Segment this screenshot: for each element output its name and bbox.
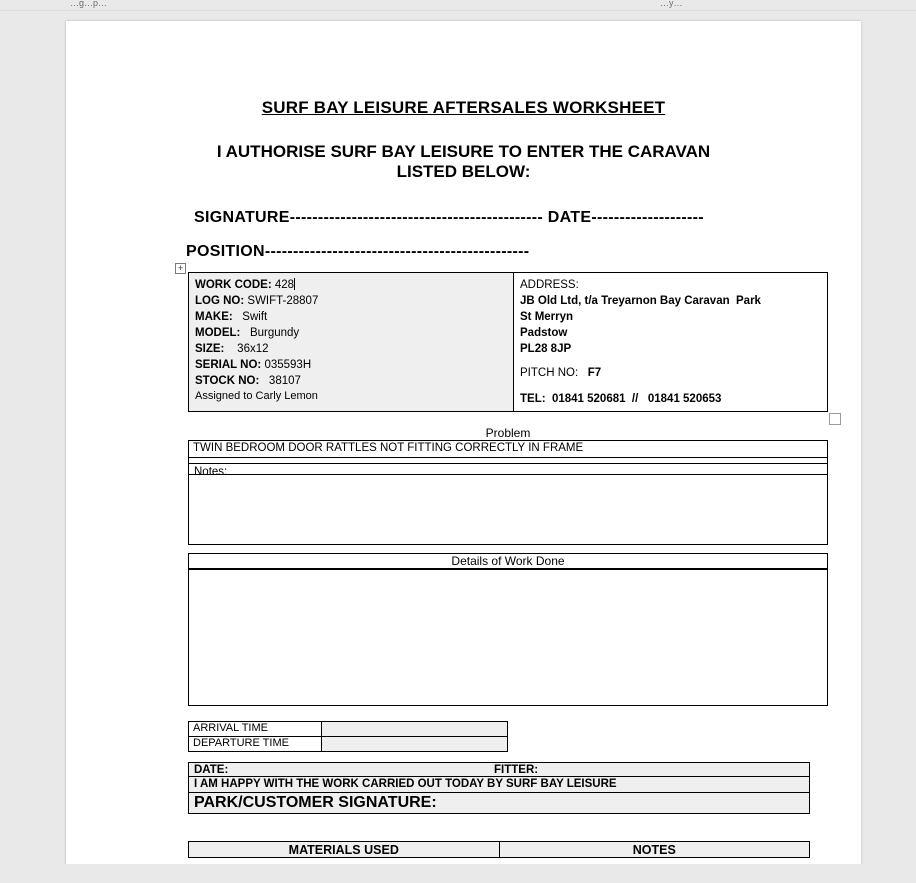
arrival-time-label: ARRIVAL TIME [189, 722, 322, 736]
address-line-4: PL28 8JP [520, 343, 572, 355]
park-customer-signature-label[interactable]: PARK/CUSTOMER SIGNATURE: [188, 793, 810, 814]
document-body [66, 21, 861, 261]
tel-value: 01841 520681 // 01841 520653 [551, 393, 722, 405]
serial-no-value[interactable]: 035593H [264, 359, 312, 371]
caravan-details-right [514, 273, 827, 411]
arrival-time-value[interactable] [322, 722, 507, 736]
materials-header-row [188, 841, 810, 858]
tel-row [520, 391, 821, 407]
stock-no-row [195, 373, 507, 389]
assigned-to-row: Assigned to Carly Lemon [195, 390, 318, 402]
departure-time-row [189, 736, 507, 751]
fitter-label: FITTER: [494, 764, 539, 776]
tel-label: TEL: [520, 393, 546, 405]
model-row [195, 325, 507, 341]
departure-time-label: DEPARTURE TIME [189, 737, 322, 751]
text-caret [294, 278, 295, 290]
times-table [188, 721, 508, 752]
size-label: SIZE: [195, 343, 225, 355]
stock-no-label: STOCK NO: [195, 375, 260, 387]
table-resize-handle[interactable] [829, 413, 841, 425]
notes-box[interactable] [188, 463, 828, 545]
work-done-box[interactable] [188, 569, 828, 706]
document-page [66, 21, 861, 883]
size-value[interactable]: 36x12 [237, 343, 269, 355]
pitch-no-row [520, 365, 821, 381]
ruler-strip [0, 0, 916, 11]
notes-label: Notes: [194, 466, 228, 478]
work-code-row [195, 277, 507, 293]
materials-used-header: MATERIALS USED [189, 842, 500, 857]
model-label: MODEL: [195, 327, 241, 339]
log-no-label: LOG NO: [195, 295, 245, 307]
pitch-no-value[interactable]: F7 [587, 367, 602, 379]
authorisation-line-2: LISTED BELOW: [396, 162, 531, 182]
work-code-value[interactable]: 428 [274, 279, 295, 291]
log-no-row [195, 293, 507, 309]
table-move-handle[interactable]: + [175, 263, 186, 274]
model-value[interactable]: Burgundy [249, 327, 300, 339]
arrival-time-row [189, 722, 507, 736]
caravan-details-table [188, 272, 828, 412]
happy-statement: I AM HAPPY WITH THE WORK CARRIED OUT TODAY BY SURF BAY LEISURE [188, 777, 810, 793]
pitch-no-label: PITCH NO: [520, 367, 579, 379]
work-code-label: WORK CODE: [195, 279, 272, 291]
size-row [195, 341, 507, 357]
materials-notes-header: NOTES [632, 843, 676, 857]
serial-no-row [195, 357, 507, 373]
address-line-1: JB Old Ltd, t/a Treyarnon Bay Caravan Park [520, 295, 761, 307]
caravan-details-left [189, 273, 514, 411]
date-fitter-row[interactable] [188, 762, 810, 777]
serial-no-label: SERIAL NO: [195, 359, 262, 371]
bottom-bar [0, 864, 916, 883]
page-title: SURF BAY LEISURE AFTERSALES WORKSHEET [261, 98, 666, 117]
problem-text[interactable]: TWIN BEDROOM DOOR RATTLES NOT FITTING CORRECTLY IN FRAME [188, 440, 828, 457]
make-label: MAKE: [195, 311, 233, 323]
signature-line: SIGNATURE--------------------------------------------- DATE-------------------- [194, 208, 704, 226]
authorisation-line-1: I AUTHORISE SURF BAY LEISURE TO ENTER THE CARAVAN [216, 142, 711, 161]
date-label: DATE: [194, 764, 229, 776]
make-value[interactable]: Swift [242, 311, 268, 323]
address-line-3: Padstow [520, 327, 568, 339]
ruler-left-text: …g…p… [70, 0, 108, 8]
address-line-2: St Merryn [520, 311, 574, 323]
stock-no-value[interactable]: 38107 [268, 375, 301, 387]
log-no-value[interactable]: SWIFT-28807 [247, 295, 319, 307]
work-done-heading: Details of Work Done [188, 553, 828, 569]
make-row [195, 309, 507, 325]
departure-time-value[interactable] [322, 737, 507, 751]
signoff-section [188, 762, 810, 814]
position-line: POSITION----------------------------------------------- [186, 242, 530, 260]
address-label: ADDRESS: [520, 279, 579, 291]
problem-heading: Problem [485, 426, 531, 440]
authorisation-block [66, 142, 861, 183]
ruler-right-text: …y… [660, 0, 683, 8]
